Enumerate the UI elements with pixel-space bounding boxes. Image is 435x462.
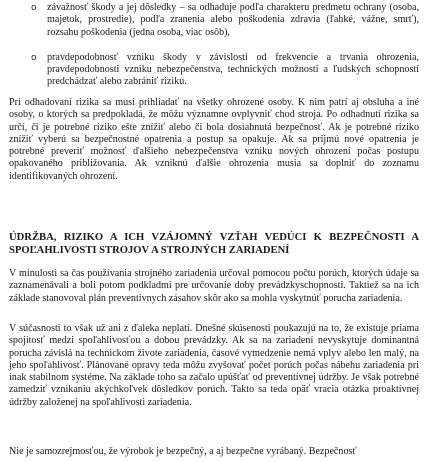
paragraph-present: V súčasnosti to však už ani z ďaleka neplatí. Dnešné skúsenosti poukazujú na to, že existuje priama spojitosť medzi spoľahlivosťou a dobou prevádzky. Ak sa na zariadení nevyskytuje dominantná porucha závislá na technickom živote zariadenia, časové vymedzenie nemá vplyv alebo len malý, na jeho spoľahlivosť. Plánované opravy teda môžu zvyšovať počet porúch počas nábehu zariadenia pri inak stabilnom systéme. Na základe toho sa začalo upúšťať od preventívnej údržby. Je však potrebné zamedziť vznikaniu akýchkoľvek dôsledkov porúch. Takto sa teda opäť vracia otázka proaktívnej údržby založenej na spoľahlivosti zariadenia.: [9, 323, 419, 408]
bullet-list: [31, 2, 419, 89]
paragraph-history: V minulosti sa čas používania strojného zariadenia určoval pomocou počtu porúch, ktorých údaje sa zaznamenávali a boli potom podkladmi pre určovanie doby prevádzkyschopnosti. Taktiež sa na ich základe stanovoval plán preventívnych zásahov skôr ako sa mohla vyskytnúť porucha zariadenia.: [9, 268, 419, 304]
bullet-marker: o: [31, 3, 37, 13]
bullet-marker: o: [31, 52, 37, 63]
bullet-text: závažnosť škody a jej dôsledky – sa odhaduje podľa charakteru predmetu ochrany (osoba, majetok, prostredie), podľa zranenia alebo poškodenia zdravia (ľahké, vážne, smrť), rozsahu poškodenia (jedna osoba, viac osôb),: [47, 2, 419, 38]
paragraph-safety: Nie je samozrejmosťou, že výrobok je bezpečný, a aj bezpečne vyrábaný. Bezpečnosť: [9, 446, 357, 457]
section-heading: ÚDRŽBA, RIZIKO A ICH VZÁJOMNÝ VZŤAH VEDÚCI K BEZPEČNOSTI A SPOĽAHLIVOSTI STROJOV A STROJNÝCH ZARIADENÍ: [9, 232, 419, 256]
bullet-item-severity: [31, 2, 419, 39]
bullet-item-probability: [31, 51, 419, 89]
paragraph-risk-estimation: Pri odhadovaní rizika sa musí prihliadať na všetky ohrozené osoby. K nim patrí aj obsluha a iné osoby, o ktorých sa predpokladá, že môžu významne ovplyvniť chod stroja. Po odhadnutí rizika sa určí, či je potrebné riziko ešte znížiť alebo či bola dosiahnutá bezpečnosť. Ak je potrebné riziko znížiť vyberú sa bezpečnostné opatrenia a postup sa opakuje. Ak sa prijmú nové opatrenia je potrebné preveriť možnosť ďalšieho nebezpečenstva vzniku nových ohrození počas postupu opakovaného približovania. Ak vzniknú ďalšie ohrozenia musia sa doplniť do zoznamu identifikovaných ohrození.: [9, 97, 419, 182]
bullet-text: pravdepodobnosť vzniku škody v závislosti od frekvencie a trvania ohrozenia, pravdepodobnosti vzniku nebezpečenstva, technických možností a ľudských schopností predchádzať alebo zabrániť riziku.: [47, 51, 419, 88]
